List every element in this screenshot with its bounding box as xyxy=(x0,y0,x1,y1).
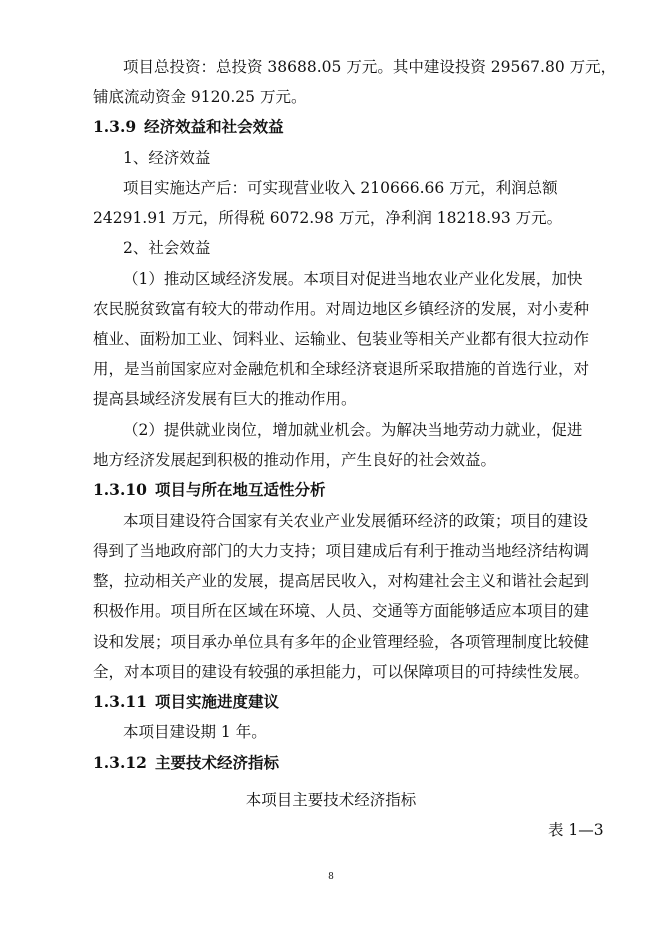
section-heading-1-3-9 xyxy=(93,117,284,137)
section-heading-1-3-12 xyxy=(93,753,279,773)
adaptability-line-6: 全，对本项目的建设有较强的承担能力，可以保障项目的可持续性发展。 xyxy=(93,663,590,681)
economic-benefit-label: 1、经济效益 xyxy=(123,149,211,167)
social-point-1-line-2: 农民脱贫致富有较大的带动作用。对周边地区乡镇经济的发展，对小麦种 xyxy=(93,300,590,318)
section-heading-1-3-10 xyxy=(93,480,325,500)
investment-line-2: 铺底流动资金 9120.25 万元。 xyxy=(93,88,307,106)
adaptability-line-5: 设和发展；项目承办单位具有多年的企业管理经验，各项管理制度比较健 xyxy=(93,633,590,651)
social-point-1-line-3: 植业、面粉加工业、饲料业、运输业、包装业等相关产业都有很大拉动作 xyxy=(93,330,590,348)
heading-title: 主要技术经济指标 xyxy=(154,753,279,772)
adaptability-line-1: 本项目建设符合国家有关农业产业发展循环经济的政策；项目的建设 xyxy=(123,512,589,530)
adaptability-line-2: 得到了当地政府部门的大力支持；项目建成后有利于推动当地经济结构调 xyxy=(93,542,590,560)
economic-benefit-line-1: 项目实施达产后：可实现营业收入 210666.66 万元，利润总额 xyxy=(123,179,558,197)
social-benefit-label: 2、社会效益 xyxy=(123,239,211,257)
schedule-text: 本项目建设期 1 年。 xyxy=(123,723,267,741)
table-caption: 本项目主要技术经济指标 xyxy=(245,791,417,809)
adaptability-line-3: 整，拉动相关产业的发展，提高居民收入，对构建社会主义和谐社会起到 xyxy=(93,572,590,590)
heading-number: 1.3.10 xyxy=(93,480,147,499)
heading-number: 1.3.9 xyxy=(93,117,137,136)
heading-title: 项目实施进度建议 xyxy=(154,692,279,711)
page-number: 8 xyxy=(328,872,334,882)
investment-line-1: 项目总投资：总投资 38688.05 万元。其中建设投资 29567.80 万元， xyxy=(123,58,617,76)
table-number: 表 1—3 xyxy=(548,821,604,839)
economic-benefit-line-2: 24291.91 万元，所得税 6072.98 万元，净利润 18218.93 万元。 xyxy=(93,209,563,227)
adaptability-line-4: 积极作用。项目所在区域在环境、人员、交通等方面能够适应本项目的建 xyxy=(93,602,590,620)
social-point-1-line-5: 提高县域经济发展有巨大的推动作用。 xyxy=(93,390,357,408)
section-heading-1-3-11 xyxy=(93,692,279,712)
heading-number: 1.3.11 xyxy=(93,692,147,711)
heading-number: 1.3.12 xyxy=(93,753,147,772)
heading-title: 经济效益和社会效益 xyxy=(144,117,284,136)
social-point-2-line-2: 地方经济发展起到积极的推动作用，产生良好的社会效益。 xyxy=(93,451,497,469)
heading-title: 项目与所在地互适性分析 xyxy=(154,480,326,499)
social-point-1-line-4: 用，是当前国家应对金融危机和全球经济衰退所采取措施的首选行业，对 xyxy=(93,360,590,378)
social-point-2-line-1: （2）提供就业岗位，增加就业机会。为解决当地劳动力就业，促进 xyxy=(123,421,583,439)
social-point-1-line-1: （1）推动区域经济发展。本项目对促进当地农业产业化发展，加快 xyxy=(123,270,583,288)
